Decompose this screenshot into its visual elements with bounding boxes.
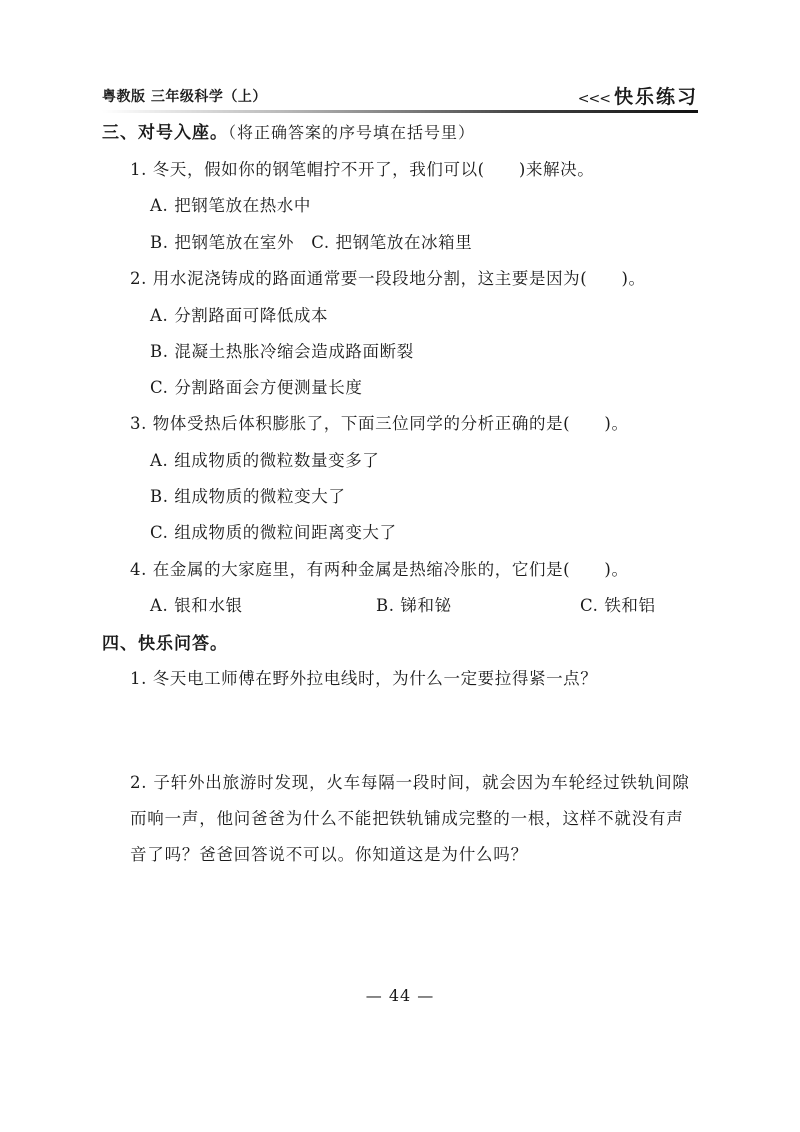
section3-instruction: （将正确答案的序号填在括号里） — [228, 123, 476, 142]
page-number: — 44 — — [365, 986, 435, 1005]
option-3-1-a: A. 把钢笔放在热水中 — [150, 196, 312, 215]
arrows-icon: <<< — [577, 91, 610, 107]
option-3-1-bc: B. 把钢笔放在室外 C. 把钢笔放在冰箱里 — [150, 233, 473, 252]
page-header — [102, 82, 698, 110]
section4-title — [102, 629, 228, 654]
option-3-2-a: A. 分割路面可降低成本 — [150, 306, 329, 325]
header-rule — [102, 110, 698, 113]
option-3-4-a: A. 银和水银 — [150, 596, 243, 615]
option-3-3-b: B. 组成物质的微粒变大了 — [150, 487, 346, 506]
book-title: 粤教版 三年级科学（上） — [102, 89, 267, 105]
section4-heading: 四、快乐问答。 — [102, 634, 228, 654]
question-3-4: 4. 在金属的大家庭里，有两种金属是热缩冷胀的，它们是( )。 — [130, 560, 629, 579]
option-3-2-c: C. 分割路面会方便测量长度 — [150, 378, 363, 397]
section-banner — [578, 82, 698, 109]
option-3-3-c: C. 组成物质的微粒间距离变大了 — [150, 523, 397, 542]
question-4-1: 1. 冬天电工师傅在野外拉电线时，为什么一定要拉得紧一点？ — [130, 669, 598, 688]
banner-label: 快乐练习 — [613, 86, 698, 108]
option-3-3-a: A. 组成物质的微粒数量变多了 — [150, 451, 380, 470]
option-3-4-c: C. 铁和铝 — [580, 596, 656, 615]
question-3-3: 3. 物体受热后体积膨胀了，下面三位同学的分析正确的是( )。 — [130, 414, 629, 433]
question-4-2: 2. 子轩外出旅游时发现，火车每隔一段时间，就会因为车轮经过铁轨间隙而响一声，他问爸爸为什么不能把铁轨铺成完整的一根，这样不就没有声音了吗？爸爸回答说不可以。你知道这是为什么吗？ — [130, 773, 690, 864]
option-3-2-b: B. 混凝土热胀冷缩会造成路面断裂 — [150, 342, 414, 361]
question-3-1: 1. 冬天，假如你的钢笔帽拧不开了，我们可以( )来解决。 — [130, 160, 595, 179]
section3-heading: 三、对号入座。 — [102, 123, 228, 143]
question-3-2: 2. 用水泥浇铸成的路面通常要一段段地分割，这主要是因为( )。 — [130, 269, 646, 288]
section3-title — [102, 118, 475, 143]
option-3-4-b: B. 锑和铋 — [376, 596, 452, 615]
